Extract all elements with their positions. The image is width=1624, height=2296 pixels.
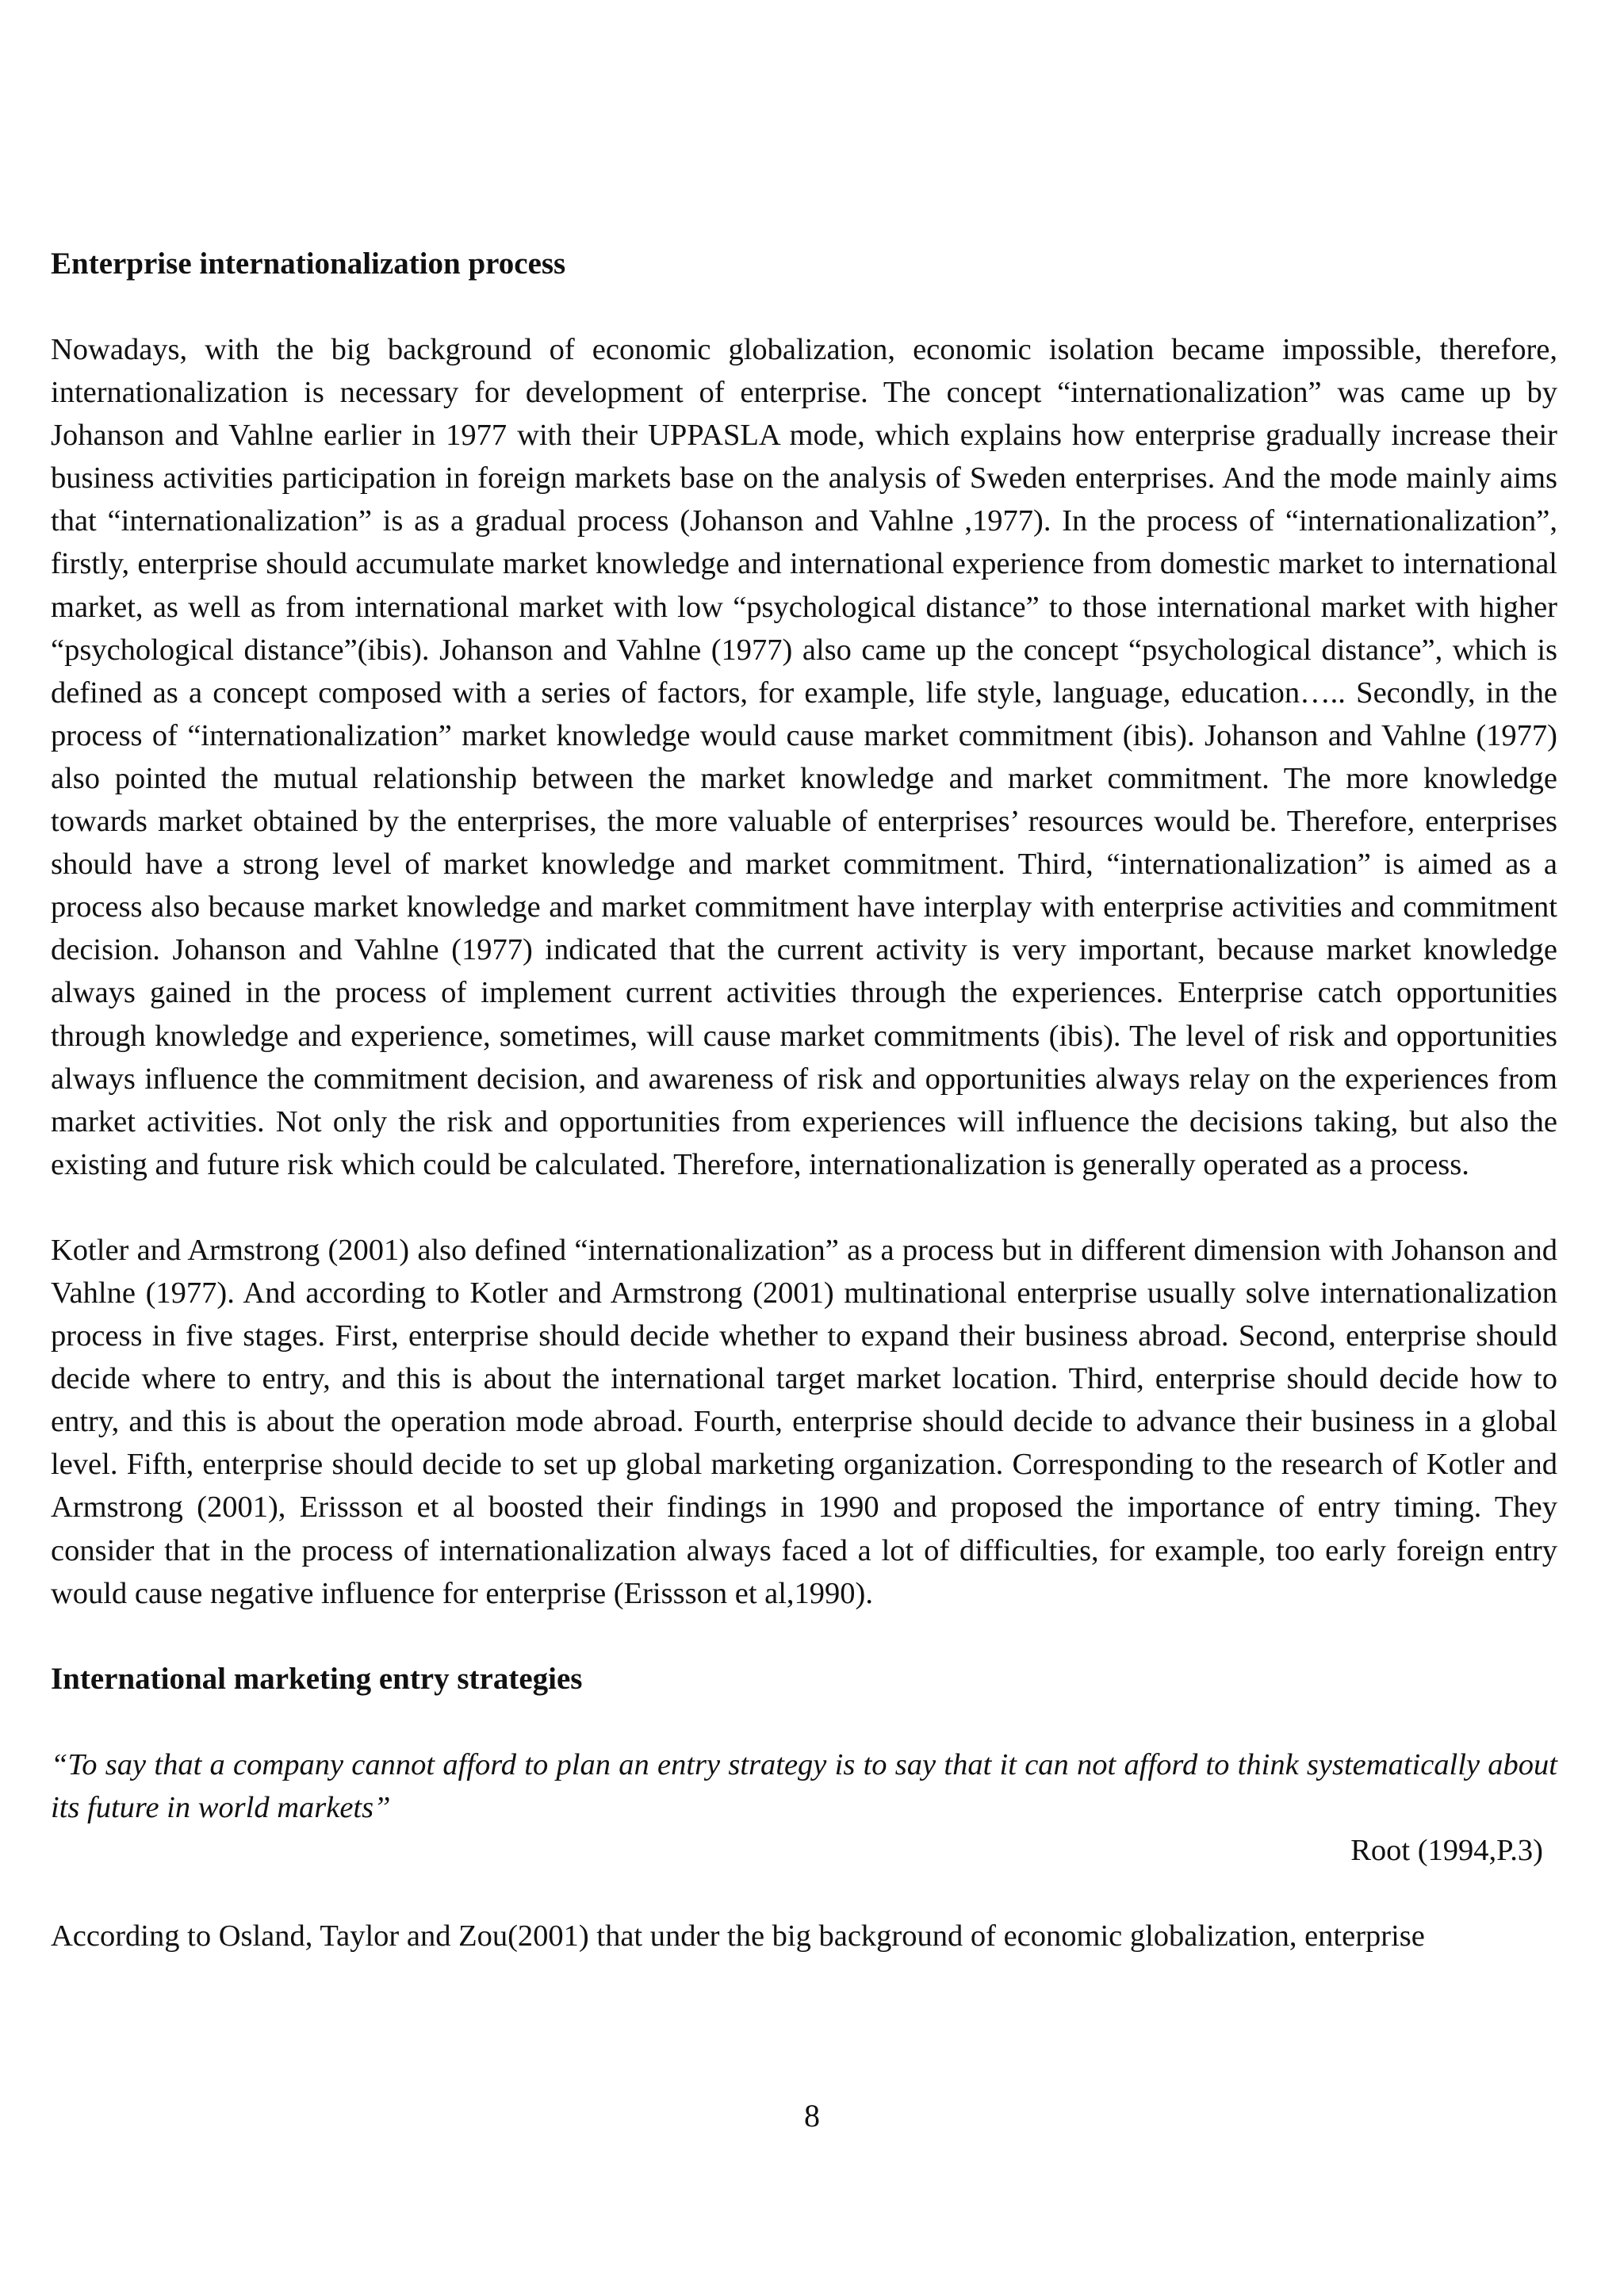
quote-citation: Root (1994,P.3) [1350, 1833, 1543, 1867]
section-heading-internationalization: Enterprise internationalization process [51, 247, 566, 281]
paragraph-kotler-armstrong: Kotler and Armstrong (2001) also defined “internationalization” as a process but in different dimension with Johanson and Vahlne (1977). And according to Kotler and Armstrong (2001) multinational enterprise usually solve internationalization process in five stages. First, enterprise should decide whether to expand their business abroad. Second, enterprise should decide where to entry, and this is about the international target market location. Third, enterprise should decide how to entry, and this is about the operation mode abroad. Fourth, enterprise should decide to advance their business in a global level. Fifth, enterprise should decide to set up global marketing organization. Corresponding to the research of Kotler and Armstrong (2001), Erissson et al boosted their findings in 1990 and proposed the importance of entry timing. They consider that in the process of internationalization always faced a lot of difficulties, for example, too early foreign entry would cause negative influence for enterprise (Erissson et al,1990). [51, 1233, 1557, 1610]
section-heading-entry-strategies: International marketing entry strategies [51, 1661, 583, 1696]
paragraph-osland-taylor-zou: According to Osland, Taylor and Zou(2001) that under the big background of economic globalization, enterprise [51, 1919, 1425, 1953]
document-page [51, 243, 1557, 1957]
paragraph-internationalization: Nowadays, with the big background of economic globalization, economic isolation became impossible, therefore, internationalization is necessary for development of enterprise. The concept “internationalization” was came up by Johanson and Vahlne earlier in 1977 with their UPPASLA mode, which explains how enterprise gradually increase their business activities participation in foreign markets base on the analysis of Sweden enterprises. And the mode mainly aims that “internationalization” is as a gradual process (Johanson and Vahlne ,1977). In the process of “internationalization”, firstly, enterprise should accumulate market knowledge and international experience from domestic market to international market, as well as from international market with low “psychological distance” to those international market with higher “psychological distance”(ibis). Johanson and Vahlne (1977) also came up the concept “psychological distance”, which is defined as a concept composed with a series of factors, for example, life style, language, education….. Secondly, in the process of “internationalization” market knowledge would cause market commitment (ibis). Johanson and Vahlne (1977) also pointed the mutual relationship between the market knowledge and market commitment. The more knowledge towards market obtained by the enterprises, the more valuable of enterprises’ resources would be. Therefore, enterprises should have a strong level of market knowledge and market commitment. Third, “internationalization” is aimed as a process also because market knowledge and market commitment have interplay with enterprise activities and commitment decision. Johanson and Vahlne (1977) indicated that the current activity is very important, because market knowledge always gained in the process of implement current activities through the experiences. Enterprise catch opportunities through knowledge and experience, sometimes, will cause market commitments (ibis). The level of risk and opportunities always influence the commitment decision, and awareness of risk and opportunities always relay on the experiences from market activities. Not only the risk and opportunities from experiences will influence the decisions taking, but also the existing and future risk which could be calculated. Therefore, internationalization is generally operated as a process. [51, 333, 1557, 1181]
page-number: 8 [804, 2098, 820, 2133]
block-quote: “To say that a company cannot afford to plan an entry strategy is to say that it can not afford to think systematically about its future in world markets” [51, 1747, 1557, 1824]
